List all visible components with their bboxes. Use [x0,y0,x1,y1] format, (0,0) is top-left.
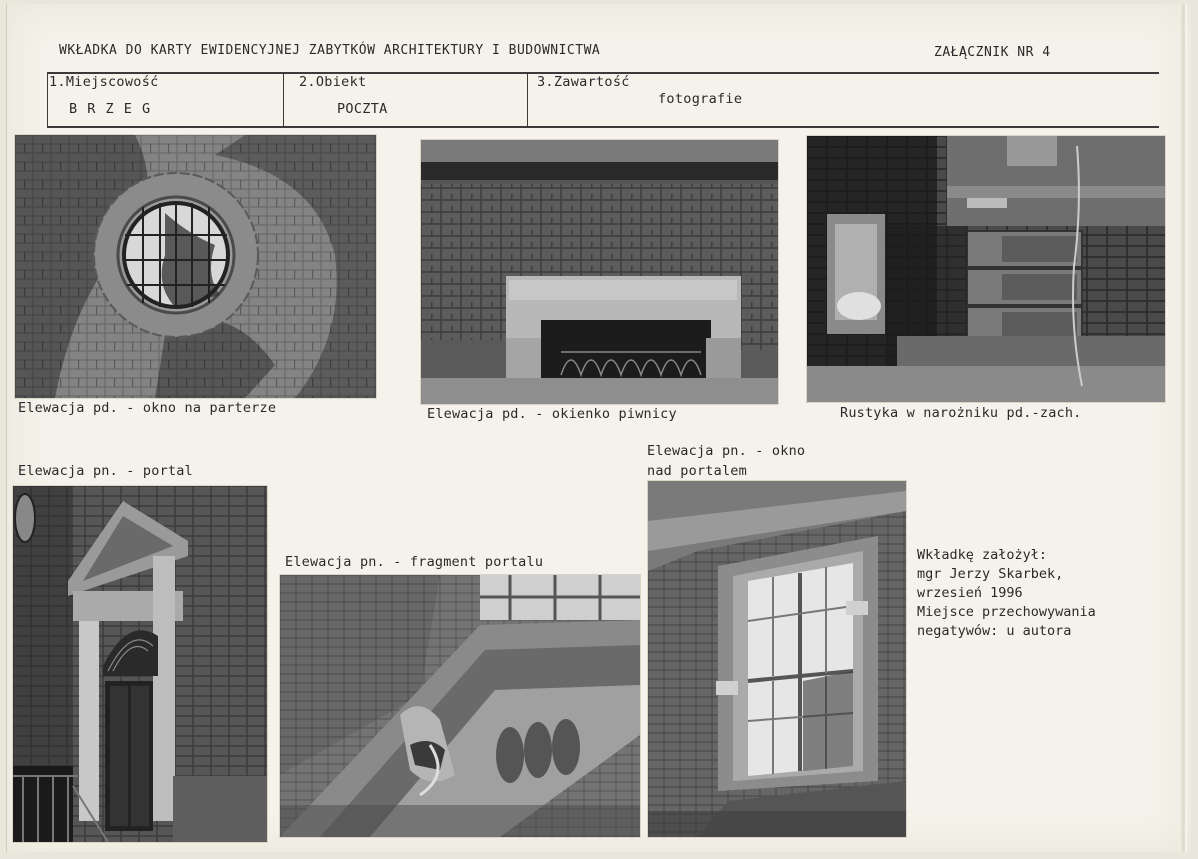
caption-photo-5: Elewacja pn. - fragment portalu [285,554,544,570]
field-object-value: POCZTA [337,101,388,117]
field-content-value: fotografie [658,91,743,107]
caption-photo-2: Elewacja pd. - okienko piwnicy [427,406,677,422]
caption-photo-1: Elewacja pd. - okno na parterze [18,400,277,416]
field-locality-value: B R Z E G [69,101,152,117]
photo-round-window [15,135,376,398]
author-note [917,546,1096,641]
caption-photo-6 [647,441,805,481]
field-divider-left [47,72,48,127]
author-note-line1: Wkładkę założył: [917,547,1048,563]
author-note-line4: Miejsce przechowywania [917,604,1096,620]
sheet-title: WKŁADKA DO KARTY EWIDENCYJNEJ ZABYTKÓW ARCHITEKTURY I BUDOWNICTWA [59,43,601,58]
header-bottom-rule [47,126,1159,128]
field-divider-1 [283,72,284,127]
field-divider-2 [527,72,528,127]
field-locality-label: 1.Miejscowość [49,74,159,90]
photo-window-above-portal [648,481,906,837]
field-content-label: 3.Zawartość [537,74,630,90]
photo-basement-window [421,140,778,404]
caption-photo-3: Rustyka w narożniku pd.-zach. [840,405,1082,421]
author-note-line2: mgr Jerzy Skarbek, [917,566,1064,582]
author-note-line5: negatywów: u autora [917,623,1072,639]
page-edge [1179,4,1187,852]
caption-photo-4: Elewacja pn. - portal [18,463,193,479]
photo-portal-fragment [280,575,640,837]
photo-rustication-corner [807,136,1165,402]
author-note-line3: wrzesień 1996 [917,585,1023,601]
caption-photo-6-line2: nad portalem [647,463,747,479]
photo-portal [13,486,267,842]
record-sheet [6,4,1191,852]
annex-number: ZAŁĄCZNIK NR 4 [934,45,1051,60]
field-object-label: 2.Obiekt [299,74,367,90]
caption-photo-6-line1: Elewacja pn. - okno [647,443,806,459]
